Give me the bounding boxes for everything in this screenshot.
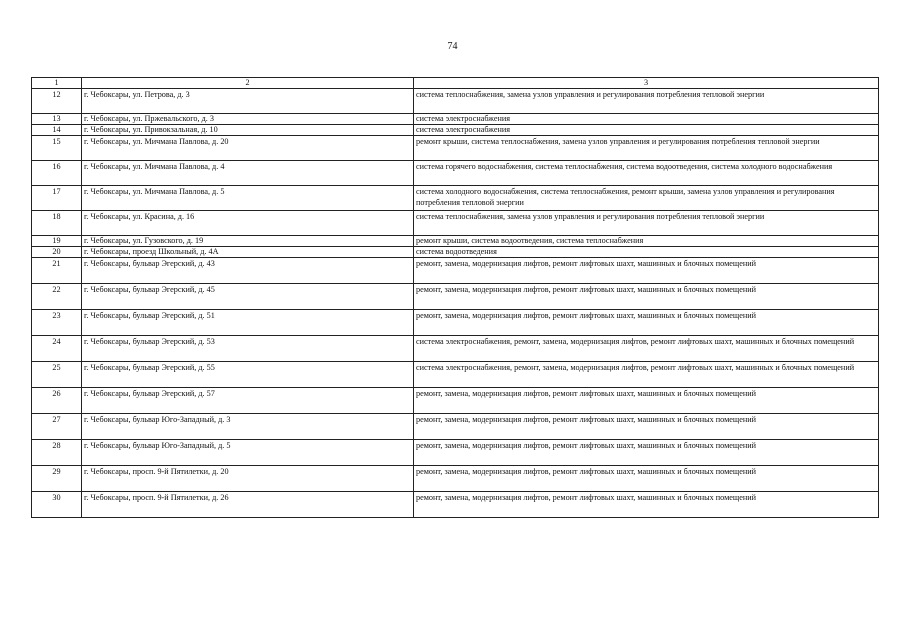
row-address: г. Чебоксары, бульвар Эгерский, д. 57 bbox=[82, 388, 414, 414]
works-table bbox=[31, 77, 879, 518]
table-row bbox=[32, 388, 879, 414]
row-works: ремонт, замена, модернизация лифтов, ремонт лифтовых шахт, машинных и блочных помещений bbox=[414, 414, 879, 440]
table-header-row bbox=[32, 78, 879, 89]
row-number: 23 bbox=[32, 310, 82, 336]
row-address: г. Чебоксары, ул. Привокзальная, д. 10 bbox=[82, 125, 414, 136]
row-number: 19 bbox=[32, 236, 82, 247]
row-address: г. Чебоксары, бульвар Эгерский, д. 43 bbox=[82, 258, 414, 284]
row-number: 24 bbox=[32, 336, 82, 362]
table-row bbox=[32, 258, 879, 284]
row-works: система холодного водоснабжения, система теплоснабжения, ремонт крыши, замена узлов управления и регулирования потребления тепловой энергии bbox=[414, 186, 879, 211]
row-address: г. Чебоксары, бульвар Эгерский, д. 51 bbox=[82, 310, 414, 336]
header-col-3: 3 bbox=[414, 78, 879, 89]
row-address: г. Чебоксары, бульвар Юго-Западный, д. 3 bbox=[82, 414, 414, 440]
row-works: ремонт, замена, модернизация лифтов, ремонт лифтовых шахт, машинных и блочных помещений bbox=[414, 440, 879, 466]
row-address: г. Чебоксары, бульвар Эгерский, д. 45 bbox=[82, 284, 414, 310]
table-row bbox=[32, 440, 879, 466]
row-number: 14 bbox=[32, 125, 82, 136]
row-address: г. Чебоксары, ул. Петрова, д. 3 bbox=[82, 89, 414, 114]
row-works: система электроснабжения, ремонт, замена, модернизация лифтов, ремонт лифтовых шахт, машинных и блочных помещений bbox=[414, 362, 879, 388]
row-number: 29 bbox=[32, 466, 82, 492]
row-number: 26 bbox=[32, 388, 82, 414]
row-works: система водоотведения bbox=[414, 247, 879, 258]
page-number: 74 bbox=[447, 41, 458, 52]
table-row bbox=[32, 125, 879, 136]
row-works: ремонт, замена, модернизация лифтов, ремонт лифтовых шахт, машинных и блочных помещений bbox=[414, 284, 879, 310]
header-col-1: 1 bbox=[32, 78, 82, 89]
table-row bbox=[32, 211, 879, 236]
row-works: система теплоснабжения, замена узлов управления и регулирования потребления тепловой энергии bbox=[414, 89, 879, 114]
row-number: 27 bbox=[32, 414, 82, 440]
row-address: г. Чебоксары, просп. 9-й Пятилетки, д. 20 bbox=[82, 466, 414, 492]
row-works: ремонт крыши, система водоотведения, система теплоснабжения bbox=[414, 236, 879, 247]
row-number: 22 bbox=[32, 284, 82, 310]
table-row bbox=[32, 492, 879, 518]
row-number: 13 bbox=[32, 114, 82, 125]
row-number: 28 bbox=[32, 440, 82, 466]
row-works: система электроснабжения, ремонт, замена, модернизация лифтов, ремонт лифтовых шахт, машинных и блочных помещений bbox=[414, 336, 879, 362]
row-address: г. Чебоксары, ул. Мичмана Павлова, д. 4 bbox=[82, 161, 414, 186]
table-row bbox=[32, 362, 879, 388]
row-works: система теплоснабжения, замена узлов управления и регулирования потребления тепловой энергии bbox=[414, 211, 879, 236]
table-row bbox=[32, 236, 879, 247]
row-number: 17 bbox=[32, 186, 82, 211]
row-works: ремонт, замена, модернизация лифтов, ремонт лифтовых шахт, машинных и блочных помещений bbox=[414, 388, 879, 414]
table-row bbox=[32, 89, 879, 114]
row-address: г. Чебоксары, проезд Школьный, д. 4А bbox=[82, 247, 414, 258]
row-works: ремонт крыши, система теплоснабжения, замена узлов управления и регулирования потребления тепловой энергии bbox=[414, 136, 879, 161]
table-row bbox=[32, 247, 879, 258]
table-row bbox=[32, 284, 879, 310]
row-number: 18 bbox=[32, 211, 82, 236]
row-works: система электроснабжения bbox=[414, 125, 879, 136]
row-number: 30 bbox=[32, 492, 82, 518]
row-address: г. Чебоксары, ул. Мичмана Павлова, д. 20 bbox=[82, 136, 414, 161]
row-works: ремонт, замена, модернизация лифтов, ремонт лифтовых шахт, машинных и блочных помещений bbox=[414, 310, 879, 336]
row-address: г. Чебоксары, ул. Мичмана Павлова, д. 5 bbox=[82, 186, 414, 211]
row-number: 21 bbox=[32, 258, 82, 284]
table-row bbox=[32, 310, 879, 336]
row-address: г. Чебоксары, ул. Красина, д. 16 bbox=[82, 211, 414, 236]
row-works: система горячего водоснабжения, система теплоснабжения, система водоотведения, система холодного водоснабжения bbox=[414, 161, 879, 186]
table-row bbox=[32, 161, 879, 186]
table-row bbox=[32, 136, 879, 161]
row-number: 25 bbox=[32, 362, 82, 388]
row-address: г. Чебоксары, ул. Гузовского, д. 19 bbox=[82, 236, 414, 247]
row-address: г. Чебоксары, бульвар Эгерский, д. 53 bbox=[82, 336, 414, 362]
row-address: г. Чебоксары, бульвар Юго-Западный, д. 5 bbox=[82, 440, 414, 466]
row-address: г. Чебоксары, ул. Пржевальского, д. 3 bbox=[82, 114, 414, 125]
row-address: г. Чебоксары, бульвар Эгерский, д. 55 bbox=[82, 362, 414, 388]
row-works: система электроснабжения bbox=[414, 114, 879, 125]
row-number: 16 bbox=[32, 161, 82, 186]
row-number: 12 bbox=[32, 89, 82, 114]
table-row bbox=[32, 336, 879, 362]
row-works: ремонт, замена, модернизация лифтов, ремонт лифтовых шахт, машинных и блочных помещений bbox=[414, 466, 879, 492]
row-works: ремонт, замена, модернизация лифтов, ремонт лифтовых шахт, машинных и блочных помещений bbox=[414, 492, 879, 518]
table-row bbox=[32, 414, 879, 440]
table-row bbox=[32, 466, 879, 492]
table-row bbox=[32, 186, 879, 211]
row-works: ремонт, замена, модернизация лифтов, ремонт лифтовых шахт, машинных и блочных помещений bbox=[414, 258, 879, 284]
row-number: 15 bbox=[32, 136, 82, 161]
row-address: г. Чебоксары, просп. 9-й Пятилетки, д. 26 bbox=[82, 492, 414, 518]
header-col-2: 2 bbox=[82, 78, 414, 89]
row-number: 20 bbox=[32, 247, 82, 258]
table-row bbox=[32, 114, 879, 125]
